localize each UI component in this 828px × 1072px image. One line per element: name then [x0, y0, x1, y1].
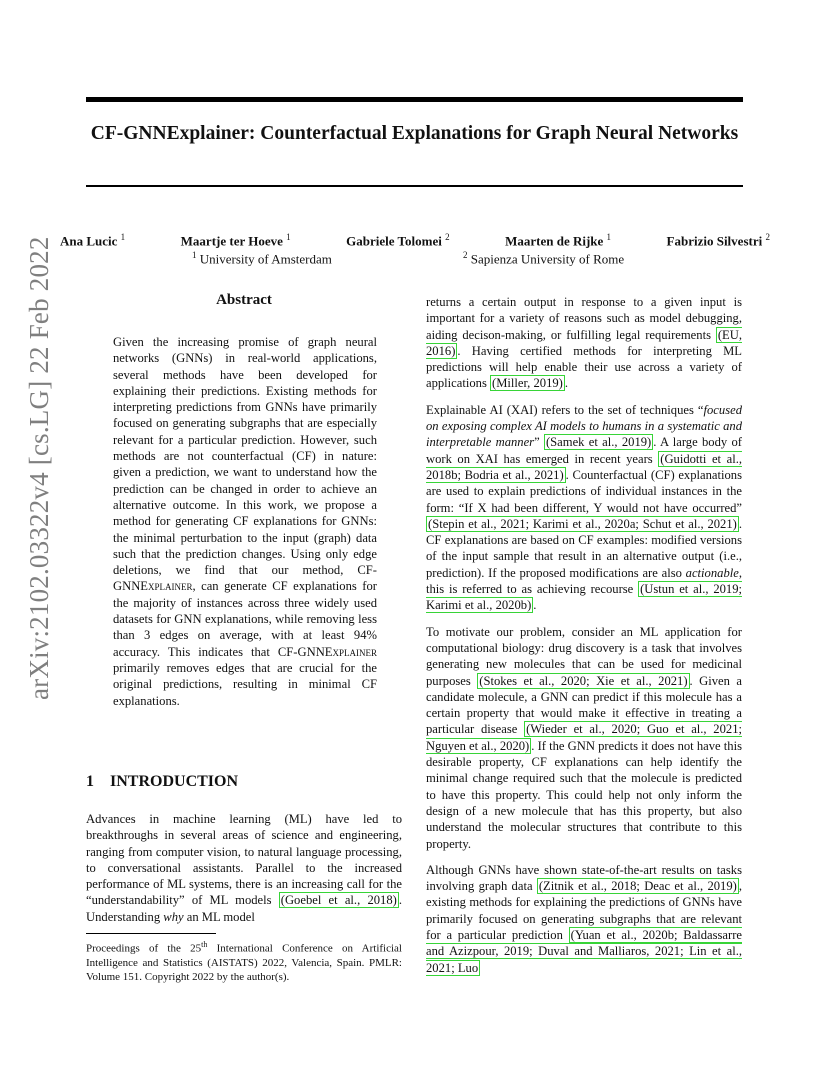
- author: Maartje ter Hoeve $^1$: [180, 232, 291, 249]
- paragraph: Although GNNs have shown state-of-the-art results on tasks involving graph data (Zitnik et al., 2018; Deac et al., 2019) , existing methods for explaining the predictions of GNNs have primarily focused on generating subgraphs that are relevant for a particular prediction (Yuan et al., 2020b; Baldassarre and Azizpour, 2019; Duval and Malliaros, 2021; Lin et al., 2021; Luo: [426, 862, 742, 975]
- author: Ana Lucic $^1$: [60, 232, 126, 249]
- citation-link[interactable]: (Samek et al., 2019): [545, 435, 652, 450]
- abstract-body: Given the increasing promise of graph neural networks (GNNs) in real-world applications, several methods have been developed for explaining their predictions. Existing methods for interpreting predictions from GNNs have primarily focused on generating subgraphs that are especially relevant for a particular prediction. However, such methods are not counterfactual (CF) in nature: given a prediction, we want to understand how the prediction can be changed in order to achieve an alternative outcome. In this work, we propose a method for generating CF explanations for GNNs: the minimal perturbation to the input (graph) data such that the prediction changes. Using only edge deletions, we find that our method, CF-GNNExplainer, can generate CF explanations for the majority of instances across three widely used datasets for GNN explanations, while removing less than 3 edges on average, with at least 94% accuracy. This indicates that CF-GNNExplainer primarily removes edges that are crucial for the original predictions, resulting in minimal CF explanations.: [113, 335, 377, 708]
- section-heading: 1 INTRODUCTION: [86, 773, 239, 790]
- author: Gabriele Tolomei $^2$: [346, 232, 450, 249]
- citation-link[interactable]: (Guidotti et al., 2018b; Bodria et al., 2021): [426, 451, 742, 482]
- citation-link[interactable]: (EU, 2016): [426, 327, 742, 358]
- citation-link[interactable]: (Miller, 2019): [492, 376, 563, 391]
- citation-link[interactable]: (Stepin et al., 2021; Karimi et al., 2020a; Schut et al., 2021): [428, 516, 737, 531]
- paper-title: CF-GNNExplainer: Counterfactual Explanations for Graph Neural Networks: [90, 123, 739, 144]
- paragraph: To motivate our problem, consider an ML application for computational biology: drug discovery is a task that involves generating new molecules that can be used for medicinal purposes (Stokes et al., 2020; Xie et al., 2021) . Given a candidate molecule, a GNN can predict if this molecule has a certain property that would make it effective in treating a particular disease (Wieder et al., 2020; Guo et al., 2021; Nguyen et al., 2020) . If the GNN predicts it does not have this desirable property, CF explanations can help identify the minimal change required such that the molecule is predicted to have this property. This could help not only inform the design of a new molecule that has this property, but also understand the molecular structures that contribute to this property.: [426, 624, 743, 851]
- paragraph: returns a certain output in response to a given input is important for a variety of reasons such as model debugging, aiding decison-making, or fulfilling legal requirements (EU, 2016) . Having certified methods for interpreting ML predictions will help enable their use across a variety of applications (Miller, 2019) .: [426, 295, 742, 391]
- author: Maarten de Rijke $^1$: [505, 232, 612, 249]
- citation-link[interactable]: (Stokes et al., 2020; Xie et al., 2021): [479, 673, 688, 688]
- arxiv-stamp: arXiv:2102.03322v4 [cs.LG] 22 Feb 2022: [24, 236, 54, 700]
- citation-link[interactable]: (Ustun et al., 2019; Karimi et al., 2020b): [426, 582, 743, 613]
- citation-link[interactable]: (Goebel et al., 2018): [280, 893, 397, 908]
- top-rule: [86, 97, 743, 102]
- author: Fabrizio Silvestri $^2$: [666, 232, 770, 249]
- paragraph: Explainable AI (XAI) refers to the set of techniques “focused on exposing complex AI models to humans in a systematic and interpretable manner” (Samek et al., 2019) . A large body of work on XAI has emerged in recent years (Guidotti et al., 2018b; Bodria et al., 2021) . Counterfactual (CF) explanations are used to explain predictions of individual instances in the form: “If X had been different, Y would not have occurred” (Stepin et al., 2021; Karimi et al., 2020a; Schut et al., 2021) . CF explanations are based on CF examples: modified versions of the input sample that result in an alternative output (i.e., prediction). If the proposed modifications are also actionable, this is referred to as achieving recourse (Ustun et al., 2019; Karimi et al., 2020b) .: [426, 402, 743, 613]
- intro-paragraph: Advances in machine learning (ML) have led to breakthroughs in several areas of science and engineering, ranging from computer vision, to natural language processing, to conversational assistants. Parallel to the increased performance of ML systems, there is an increasing call for the “understandability” of ML models (Goebel et al., 2018) . Understanding why an ML model: [86, 812, 402, 924]
- affiliation: $^2$ Sapienza University of Rome: [463, 250, 625, 267]
- bottom-rule: [86, 185, 743, 187]
- right-column: [426, 294, 742, 986]
- abstract-heading: Abstract: [216, 292, 272, 308]
- affiliation: $^1$ University of Amsterdam: [192, 250, 332, 267]
- footnote: Proceedings of the 25th International Conference on Artificial Intelligence and Statistics (AISTATS) 2022, Valencia, Spain. PMLR: Volume 151. Copyright 2022 by the author(s).: [86, 940, 402, 983]
- footnote-rule: [86, 933, 216, 934]
- citation-link[interactable]: (Zitnik et al., 2018; Deac et al., 2019): [538, 879, 737, 894]
- citation-link[interactable]: (Wieder et al., 2020; Guo et al., 2021; Nguyen et al., 2020): [426, 722, 742, 753]
- citation-link[interactable]: (Yuan et al., 2020b; Baldassarre and Azizpour, 2019; Duval and Malliaros, 2021; Lin et al., 2021; Luo: [426, 927, 742, 975]
- author-list: [60, 229, 770, 249]
